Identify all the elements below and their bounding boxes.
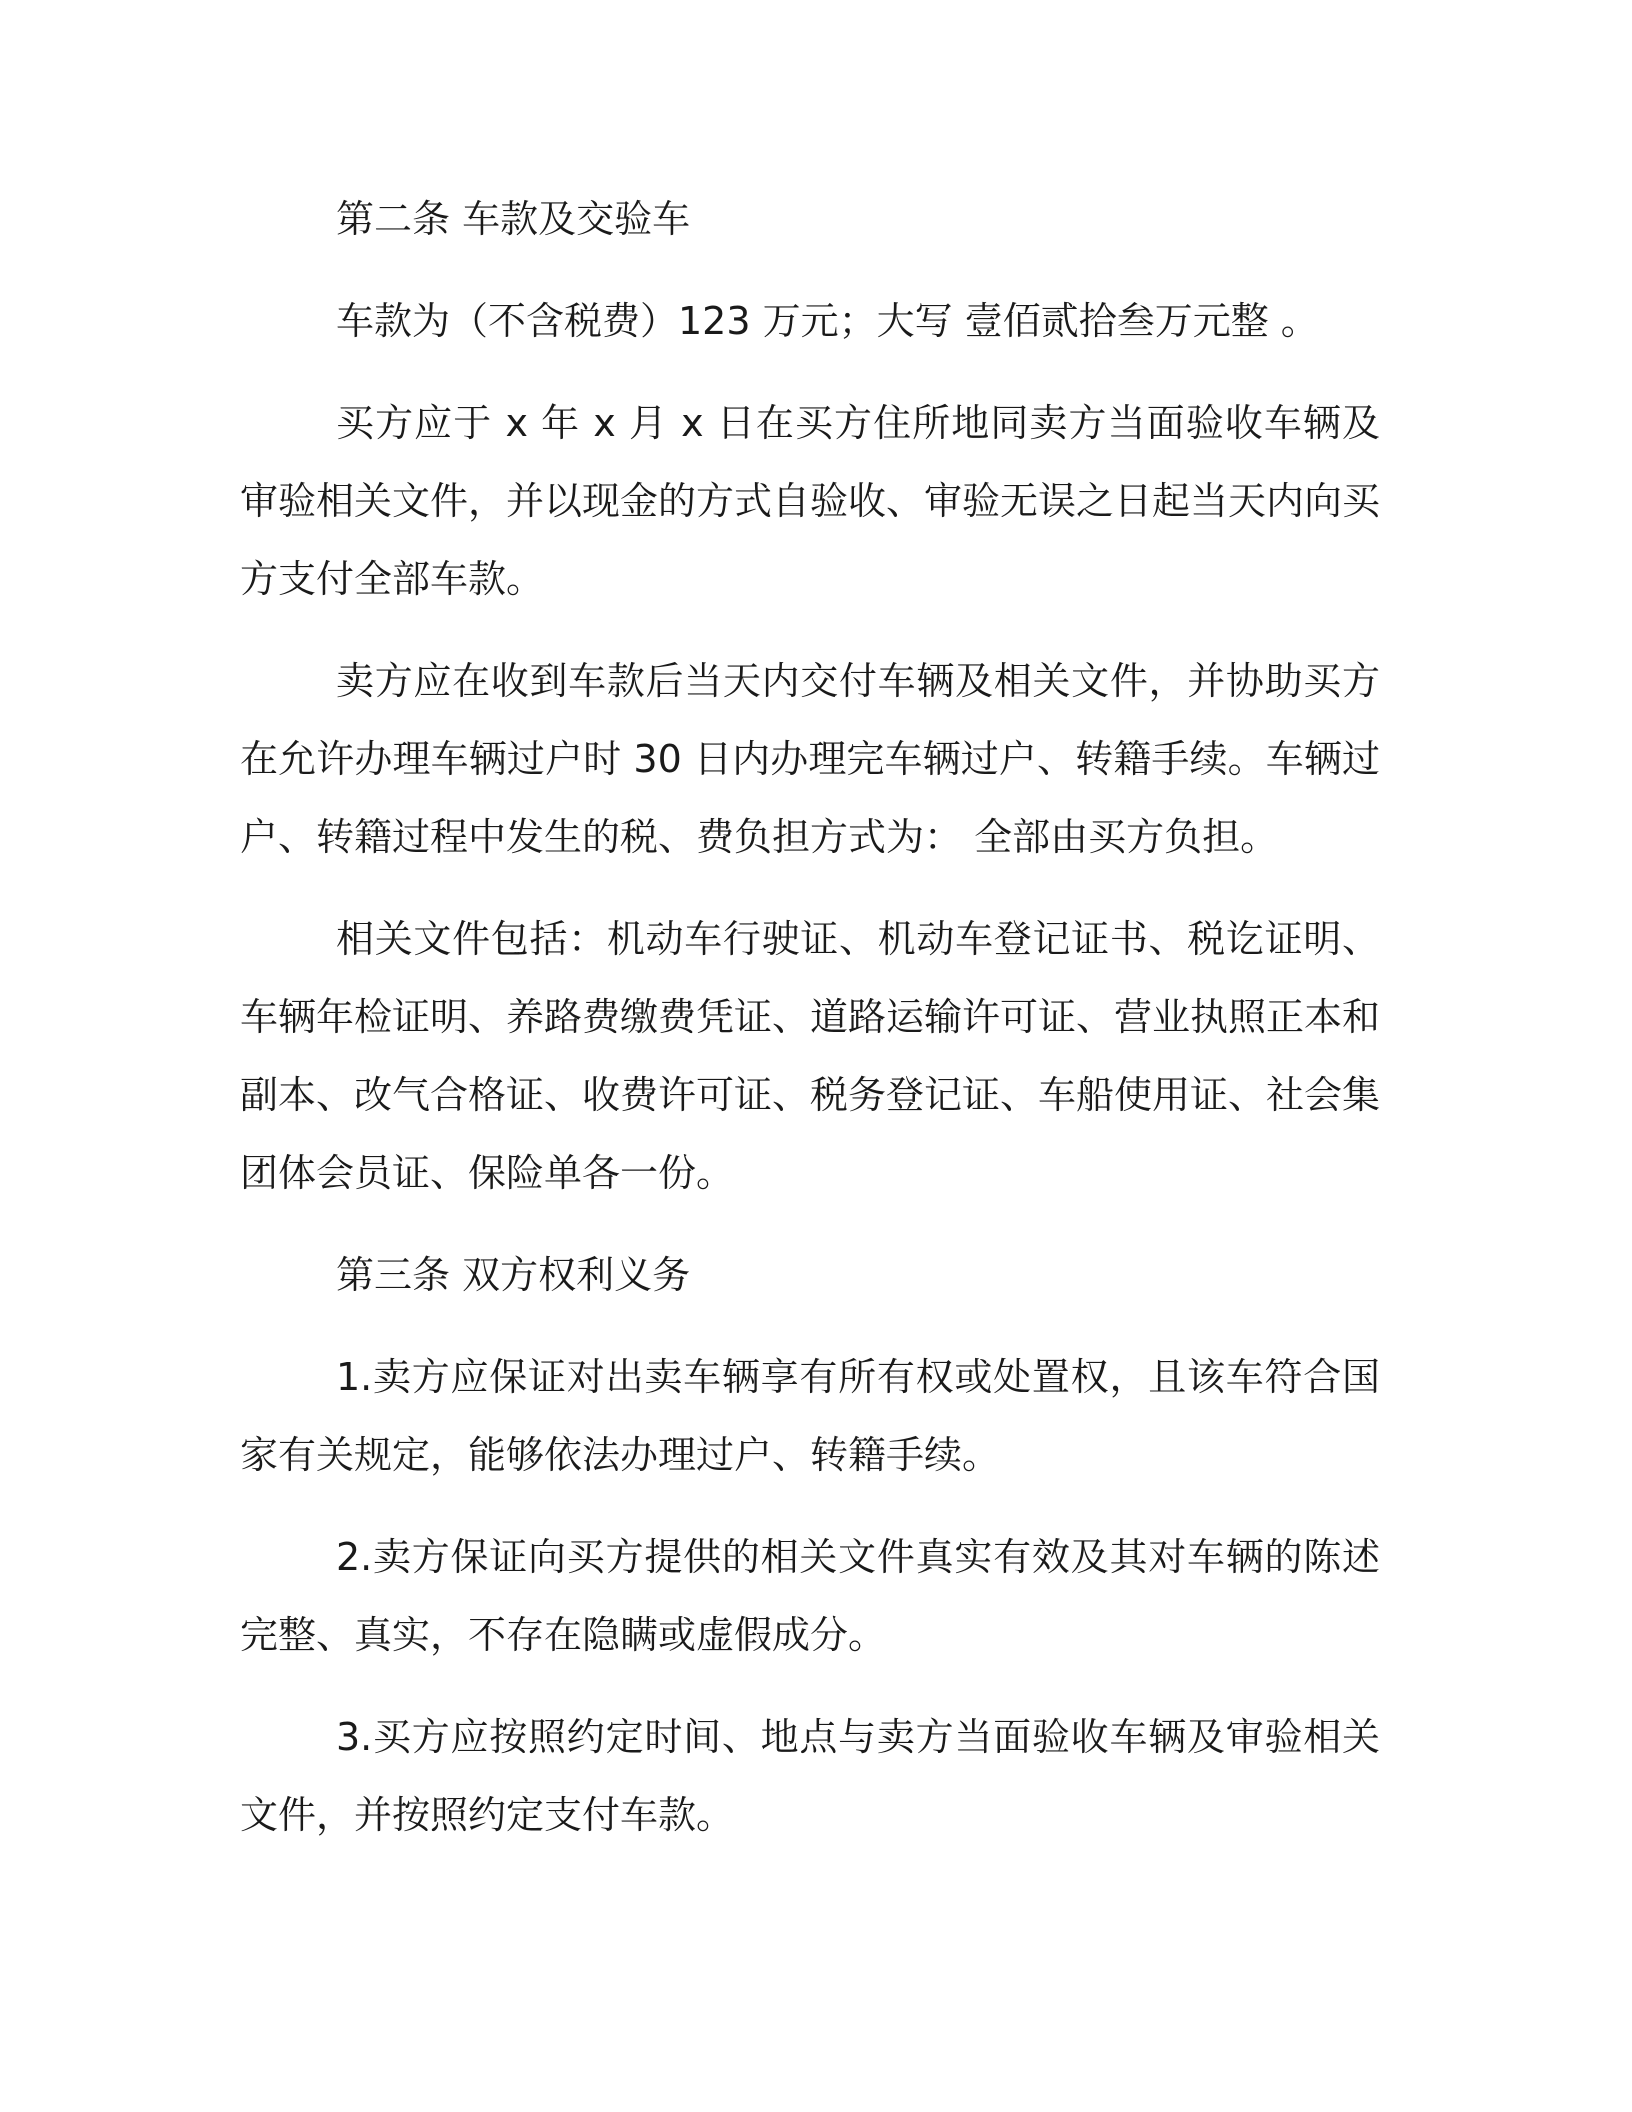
related-documents-paragraph: 相关文件包括：机动车行驶证、机动车登记证书、税讫证明、车辆年检证明、养路费缴费凭证、道路运输许可证、营业执照正本和副本、改气合格证、收费许可证、税务登记证、车船使用证、社会集团体会员证、保险单各一份。: [240, 917, 1381, 1195]
inspection-payment-paragraph: 买方应于 x 年 x 月 x 日在买方住所地同卖方当面验收车辆及审验相关文件，并以现金的方式自验收、审验无误之日起当天内向买方支付全部车款。: [240, 401, 1381, 601]
obligation-item-3: 3.买方应按照约定时间、地点与卖方当面验收车辆及审验相关文件，并按照约定支付车款。: [240, 1715, 1380, 1837]
obligation-item-2: 2.卖方保证向买方提供的相关文件真实有效及其对车辆的陈述完整、真实，不存在隐瞒或虚假成分。: [240, 1535, 1380, 1657]
price-paragraph: 车款为（不含税费）123 万元；大写 壹佰贰拾叁万元整 。: [336, 299, 1319, 343]
article-2-heading: 第二条 车款及交验车: [336, 197, 691, 241]
obligation-item-1: 1.卖方应保证对出卖车辆享有所有权或处置权，且该车符合国家有关规定，能够依法办理过户、转籍手续。: [240, 1355, 1380, 1477]
delivery-transfer-paragraph: 卖方应在收到车款后当天内交付车辆及相关文件，并协助买方在允许办理车辆过户时 30 日内办理完车辆过户、转籍手续。车辆过户、转籍过程中发生的税、费负担方式为： 全部由买方负担。: [240, 659, 1380, 859]
article-3-heading: 第三条 双方权利义务: [336, 1253, 691, 1297]
document-body: [240, 180, 1380, 1878]
